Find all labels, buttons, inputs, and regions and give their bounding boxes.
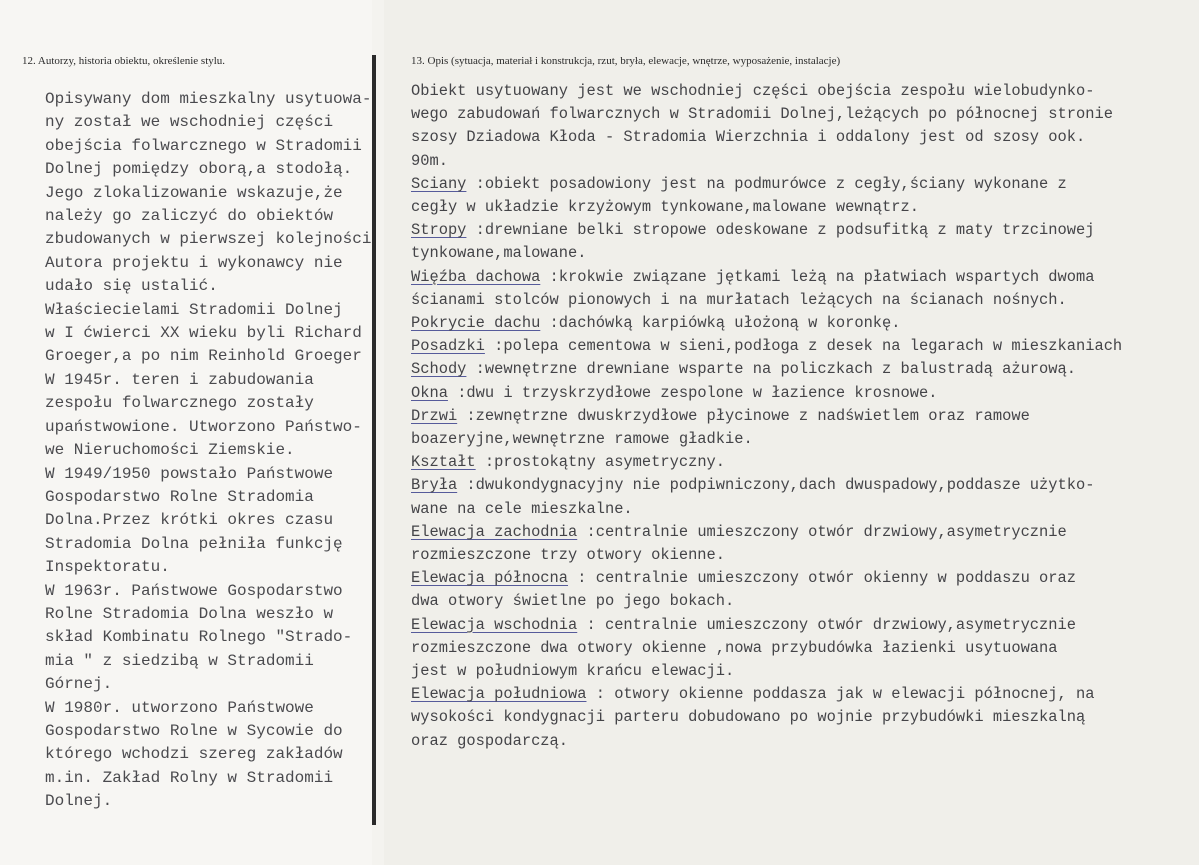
description-line — [411, 614, 1122, 637]
description-text-segment: :drewniane belki stropowe odeskowane z podsufitką z maty trzcinowej — [466, 221, 1095, 240]
description-text-segment: tynkowane,malowane. — [411, 244, 587, 263]
description-line — [411, 544, 1122, 567]
history-line: Stradomia Dolna pełniła funkcję — [45, 534, 343, 553]
description-text-segment: 90m. — [411, 151, 448, 170]
description-text-segment: :zewnętrzne dwuskrzydłowe płycinowe z nadświetlem oraz ramowe — [457, 406, 1030, 425]
history-line: upaństwowione. Utworzono Państwo- — [45, 417, 362, 436]
left-section-header: 12. Autorzy, historia obiektu, określenie stylu. — [22, 55, 226, 67]
description-text-segment: oraz gospodarczą. — [411, 731, 569, 750]
section-term: Elewacja północna — [411, 569, 569, 588]
description-line — [411, 567, 1122, 590]
section-term: Okna — [411, 383, 448, 402]
history-line: Opisywany dom mieszkalny usytuowa- — [45, 90, 372, 108]
description-line — [411, 405, 1122, 428]
description-line — [411, 103, 1122, 126]
description-text-segment: rozmieszczone dwa otwory okienne ,nowa przybudówka łazienki usytuowana — [411, 638, 1058, 657]
description-line — [411, 382, 1122, 405]
description-text-segment: :obiekt posadowiony jest na podmurówce z cegły,ściany wykonane z — [466, 174, 1067, 193]
history-line: obejścia folwarcznego w Stradomii — [45, 136, 362, 155]
description-text-segment: :dwu i trzyskrzydłowe zespolone w łazience krosnowe. — [447, 383, 938, 402]
description-line — [411, 683, 1122, 706]
section-term: Pokrycie dachu — [411, 314, 541, 333]
description-line — [411, 358, 1122, 381]
description-line — [411, 126, 1122, 149]
description-line — [411, 590, 1122, 613]
history-line: Groeger,a po nim Reinhold Groeger — [45, 347, 362, 366]
description-line — [411, 80, 1122, 103]
description-text-segment: : centralnie umieszczony otwór drzwiowy,asymetrycznie — [577, 615, 1076, 634]
section-term: Sciany — [411, 174, 467, 193]
section-term: Elewacja zachodnia — [411, 522, 578, 541]
history-line: Jego zlokalizowanie wskazuje,że — [45, 183, 343, 202]
description-line — [411, 335, 1122, 358]
description-text-segment: :prostokątny asymetryczny. — [475, 453, 726, 472]
history-line: Inspektoratu. — [45, 558, 170, 577]
history-line: Gospodarstwo Rolne Stradomia — [45, 487, 314, 506]
description-text-segment: :wewnętrzne drewniane wsparte na policzkach z balustradą ażurową. — [466, 360, 1076, 379]
column-divider — [372, 55, 376, 825]
history-line: Autora projektu i wykonawcy nie — [45, 253, 343, 272]
history-line: W 1980r. utworzono Państwowe — [45, 698, 314, 717]
right-section-header: 13. Opis (sytuacja, materiał i konstrukcja, rzut, bryła, elewacje, wnętrze, wyposażenie, instalacje) — [411, 55, 841, 67]
description-text-segment: wysokości kondygnacji parteru dobudowano po wojnie przybudówki mieszkalną — [411, 708, 1086, 727]
description-text-segment: boazeryjne,wewnętrzne ramowe gładkie. — [411, 430, 753, 449]
description-text-segment: :dwukondygnacyjny nie podpiwniczony,dach dwuspadowy,poddasze użytko- — [457, 476, 1095, 495]
history-line: Gospodarstwo Rolne w Sycowie do — [45, 721, 343, 740]
description-text — [411, 80, 1122, 753]
description-line — [411, 196, 1122, 219]
history-line: W 1949/1950 powstało Państwowe — [45, 464, 334, 483]
description-line — [411, 474, 1122, 497]
history-line: Górnej. — [45, 675, 113, 694]
history-line: ny został we wschodniej części — [45, 113, 334, 132]
section-term: Drzwi — [411, 406, 458, 425]
description-line — [411, 637, 1122, 660]
description-line — [411, 312, 1122, 335]
description-text-segment: : otwory okienne poddasza jak w elewacji północnej, na — [586, 685, 1095, 704]
history-line: zbudowanych w pierwszej kolejności — [45, 230, 372, 249]
description-line — [411, 428, 1122, 451]
section-term: Więźba dachowa — [411, 267, 541, 286]
description-text-segment: :centralnie umieszczony otwór drzwiowy,asymetrycznie — [577, 522, 1067, 541]
description-text-segment: szosy Dziadowa Kłoda - Stradomia Wierzchnia i oddalony jest od szosy ook. — [411, 128, 1086, 147]
description-line — [411, 242, 1122, 265]
description-line — [411, 173, 1122, 196]
section-term: Schody — [411, 360, 467, 379]
history-line: skład Kombinatu Rolnego "Strado- — [45, 628, 353, 647]
description-text-segment: wane na cele mieszkalne. — [411, 499, 633, 518]
history-line: we Nieruchomości Ziemskie. — [45, 441, 295, 460]
section-term: Posadzki — [411, 337, 485, 356]
history-line: udało się ustalić. — [45, 277, 218, 296]
section-term: Elewacja wschodnia — [411, 615, 578, 634]
description-line — [411, 498, 1122, 521]
description-text-segment: ścianami stolców pionowych i na murłatach leżących na ścianach nośnych. — [411, 290, 1067, 309]
history-line: w I ćwierci XX wieku byli Richard — [45, 324, 362, 343]
history-line: W 1945r. teren i zabudowania — [45, 370, 314, 389]
history-line: mia " z siedzibą w Stradomii — [45, 651, 314, 670]
section-term: Bryła — [411, 476, 458, 495]
history-line: Dolna.Przez krótki okres czasu — [45, 511, 334, 530]
history-text — [45, 88, 371, 814]
description-line — [411, 730, 1122, 753]
description-line — [411, 521, 1122, 544]
description-line — [411, 660, 1122, 683]
description-line — [411, 289, 1122, 312]
history-line: m.in. Zakład Rolny w Stradomii — [45, 768, 334, 787]
section-term: Elewacja południowa — [411, 685, 587, 704]
description-text-segment: :polepa cementowa w sieni,podłoga z desek na legarach w mieszkaniach — [484, 337, 1123, 356]
description-line — [411, 219, 1122, 242]
history-line: zespołu folwarcznego zostały — [45, 394, 314, 413]
description-text-segment: :dachówką karpiówką ułożoną w koronkę. — [540, 314, 901, 333]
history-line: Właściecielami Stradomii Dolnej — [45, 300, 343, 319]
description-text-segment: : centralnie umieszczony otwór okienny w poddaszu oraz — [568, 569, 1076, 588]
description-text-segment: Obiekt usytuowany jest we wschodniej części obejścia zespołu wielobudynko- — [411, 82, 1095, 100]
section-term: Stropy — [411, 221, 467, 240]
description-text-segment: rozmieszczone trzy otwory okienne. — [411, 546, 726, 565]
description-text-segment: :krokwie związane jętkami leżą na płatwiach wspartych dwoma — [540, 267, 1095, 286]
history-line: Dolnej pomiędzy oborą,a stodołą. — [45, 160, 353, 179]
description-text-segment: jest w południowym krańcu elewacji. — [411, 662, 735, 681]
description-text-segment: wego zabudowań folwarcznych w Stradomii Dolnej,leżących po północnej stronie — [411, 105, 1113, 124]
history-line: należy go zaliczyć do obiektów — [45, 207, 334, 226]
description-text-segment: dwa otwory świetlne po jego bokach. — [411, 592, 735, 611]
description-line — [411, 150, 1122, 173]
description-text-segment: cegły w układzie krzyżowym tynkowane,malowane wewnątrz. — [411, 198, 919, 217]
history-line: Rolne Stradomia Dolna weszło w — [45, 604, 334, 623]
description-line — [411, 451, 1122, 474]
description-line — [411, 706, 1122, 729]
history-line: Dolnej. — [45, 792, 113, 811]
section-term: Kształt — [411, 453, 476, 472]
history-line: którego wchodzi szereg zakładów — [45, 745, 343, 764]
history-line: W 1963r. Państwowe Gospodarstwo — [45, 581, 343, 600]
description-line — [411, 266, 1122, 289]
